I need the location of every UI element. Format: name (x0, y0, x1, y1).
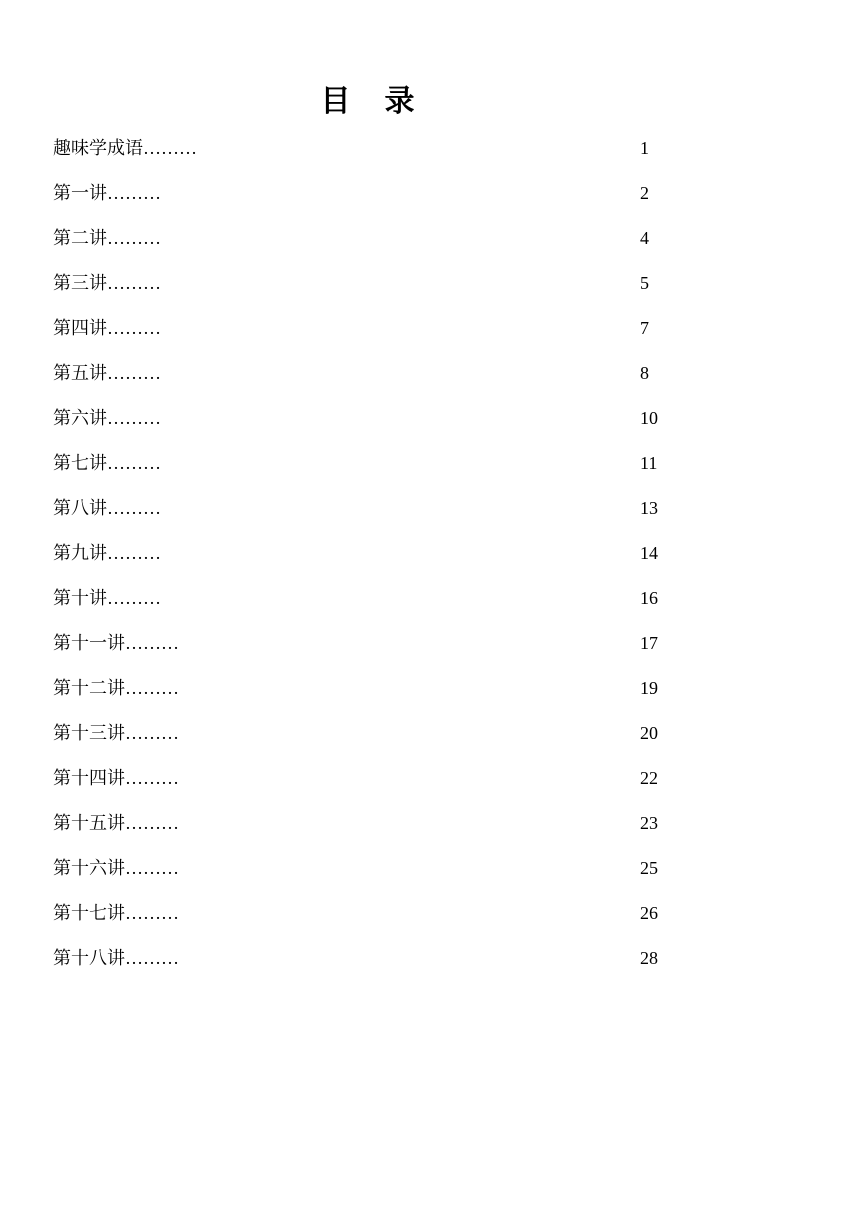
toc-title (0, 80, 735, 124)
toc-entry-page: 19 (640, 678, 658, 698)
toc-entry[interactable] (53, 898, 693, 943)
toc-entry-leader: ……… (125, 948, 179, 968)
toc-entry-leader: ……… (107, 363, 161, 383)
toc-entry[interactable] (53, 673, 693, 718)
toc-entry-leader: ……… (107, 408, 161, 428)
toc-entry-page: 20 (640, 723, 658, 743)
toc-entry-page: 28 (640, 948, 658, 968)
toc-entry-label: 第十六讲 (53, 858, 125, 879)
toc-entry[interactable] (53, 853, 693, 898)
toc-entry[interactable] (53, 178, 693, 223)
toc-entry-leader: ……… (107, 318, 161, 338)
toc-entry[interactable] (53, 718, 693, 763)
toc-entry[interactable] (53, 223, 693, 268)
toc-entry-label: 第三讲 (53, 273, 107, 294)
toc-entry-label: 第十七讲 (53, 903, 125, 924)
toc-entry[interactable] (53, 493, 693, 538)
toc-entry[interactable] (53, 943, 693, 988)
toc-entry[interactable] (53, 268, 693, 313)
toc-entry-leader: ……… (107, 498, 161, 518)
toc-entry-leader: ……… (107, 228, 161, 248)
toc-entry[interactable] (53, 133, 693, 178)
toc-entry-leader: ……… (107, 543, 161, 563)
toc-entry-leader: ……… (107, 183, 161, 203)
toc-entry[interactable] (53, 358, 693, 403)
toc-entry-page: 22 (640, 768, 658, 788)
toc-entry[interactable] (53, 583, 693, 628)
toc-entry[interactable] (53, 808, 693, 853)
table-of-contents (53, 133, 693, 988)
toc-entry-page: 7 (640, 318, 649, 338)
toc-entry-leader: ……… (125, 813, 179, 833)
toc-entry-label: 第五讲 (53, 363, 107, 384)
toc-entry-page: 14 (640, 543, 658, 563)
toc-entry-leader: ……… (143, 138, 197, 158)
toc-entry-page: 25 (640, 858, 658, 878)
toc-entry-label: 第一讲 (53, 183, 107, 204)
toc-entry-label: 第十三讲 (53, 723, 125, 744)
toc-entry-label: 第十五讲 (53, 813, 125, 834)
toc-entry-leader: ……… (125, 903, 179, 923)
toc-entry-page: 2 (640, 183, 649, 203)
toc-entry-label: 第十讲 (53, 588, 107, 609)
toc-entry[interactable] (53, 628, 693, 673)
toc-entry-page: 1 (640, 138, 649, 158)
toc-entry-label: 第四讲 (53, 318, 107, 339)
toc-entry[interactable] (53, 448, 693, 493)
toc-entry-leader: ……… (125, 768, 179, 788)
toc-entry-page: 5 (640, 273, 649, 293)
toc-entry-label: 第九讲 (53, 543, 107, 564)
toc-entry-page: 8 (640, 363, 649, 383)
toc-entry-label: 第六讲 (53, 408, 107, 429)
toc-entry[interactable] (53, 403, 693, 448)
toc-entry[interactable] (53, 313, 693, 358)
toc-title-part1: 目 (320, 84, 351, 119)
toc-entry-label: 第八讲 (53, 498, 107, 519)
toc-entry-label: 趣味学成语 (53, 138, 143, 159)
toc-entry[interactable] (53, 763, 693, 808)
toc-entry-leader: ……… (107, 273, 161, 293)
toc-entry-label: 第二讲 (53, 228, 107, 249)
toc-entry-leader: ……… (107, 453, 161, 473)
toc-entry-label: 第七讲 (53, 453, 107, 474)
toc-entry-leader: ……… (125, 678, 179, 698)
toc-entry-page: 11 (640, 453, 658, 473)
toc-entry-leader: ……… (107, 588, 161, 608)
toc-entry-label: 第十二讲 (53, 678, 125, 699)
toc-entry[interactable] (53, 538, 693, 583)
toc-entry-page: 23 (640, 813, 658, 833)
toc-entry-leader: ……… (125, 633, 179, 653)
toc-entry-label: 第十一讲 (53, 633, 125, 654)
toc-entry-page: 26 (640, 903, 658, 923)
toc-entry-page: 16 (640, 588, 658, 608)
toc-entry-label: 第十四讲 (53, 768, 125, 789)
toc-title-part2: 录 (384, 84, 415, 119)
toc-entry-page: 4 (640, 228, 649, 248)
toc-entry-label: 第十八讲 (53, 948, 125, 969)
toc-entry-leader: ……… (125, 723, 179, 743)
toc-entry-page: 10 (640, 408, 658, 428)
toc-entry-leader: ……… (125, 858, 179, 878)
toc-entry-page: 17 (640, 633, 658, 653)
toc-entry-page: 13 (640, 498, 658, 518)
